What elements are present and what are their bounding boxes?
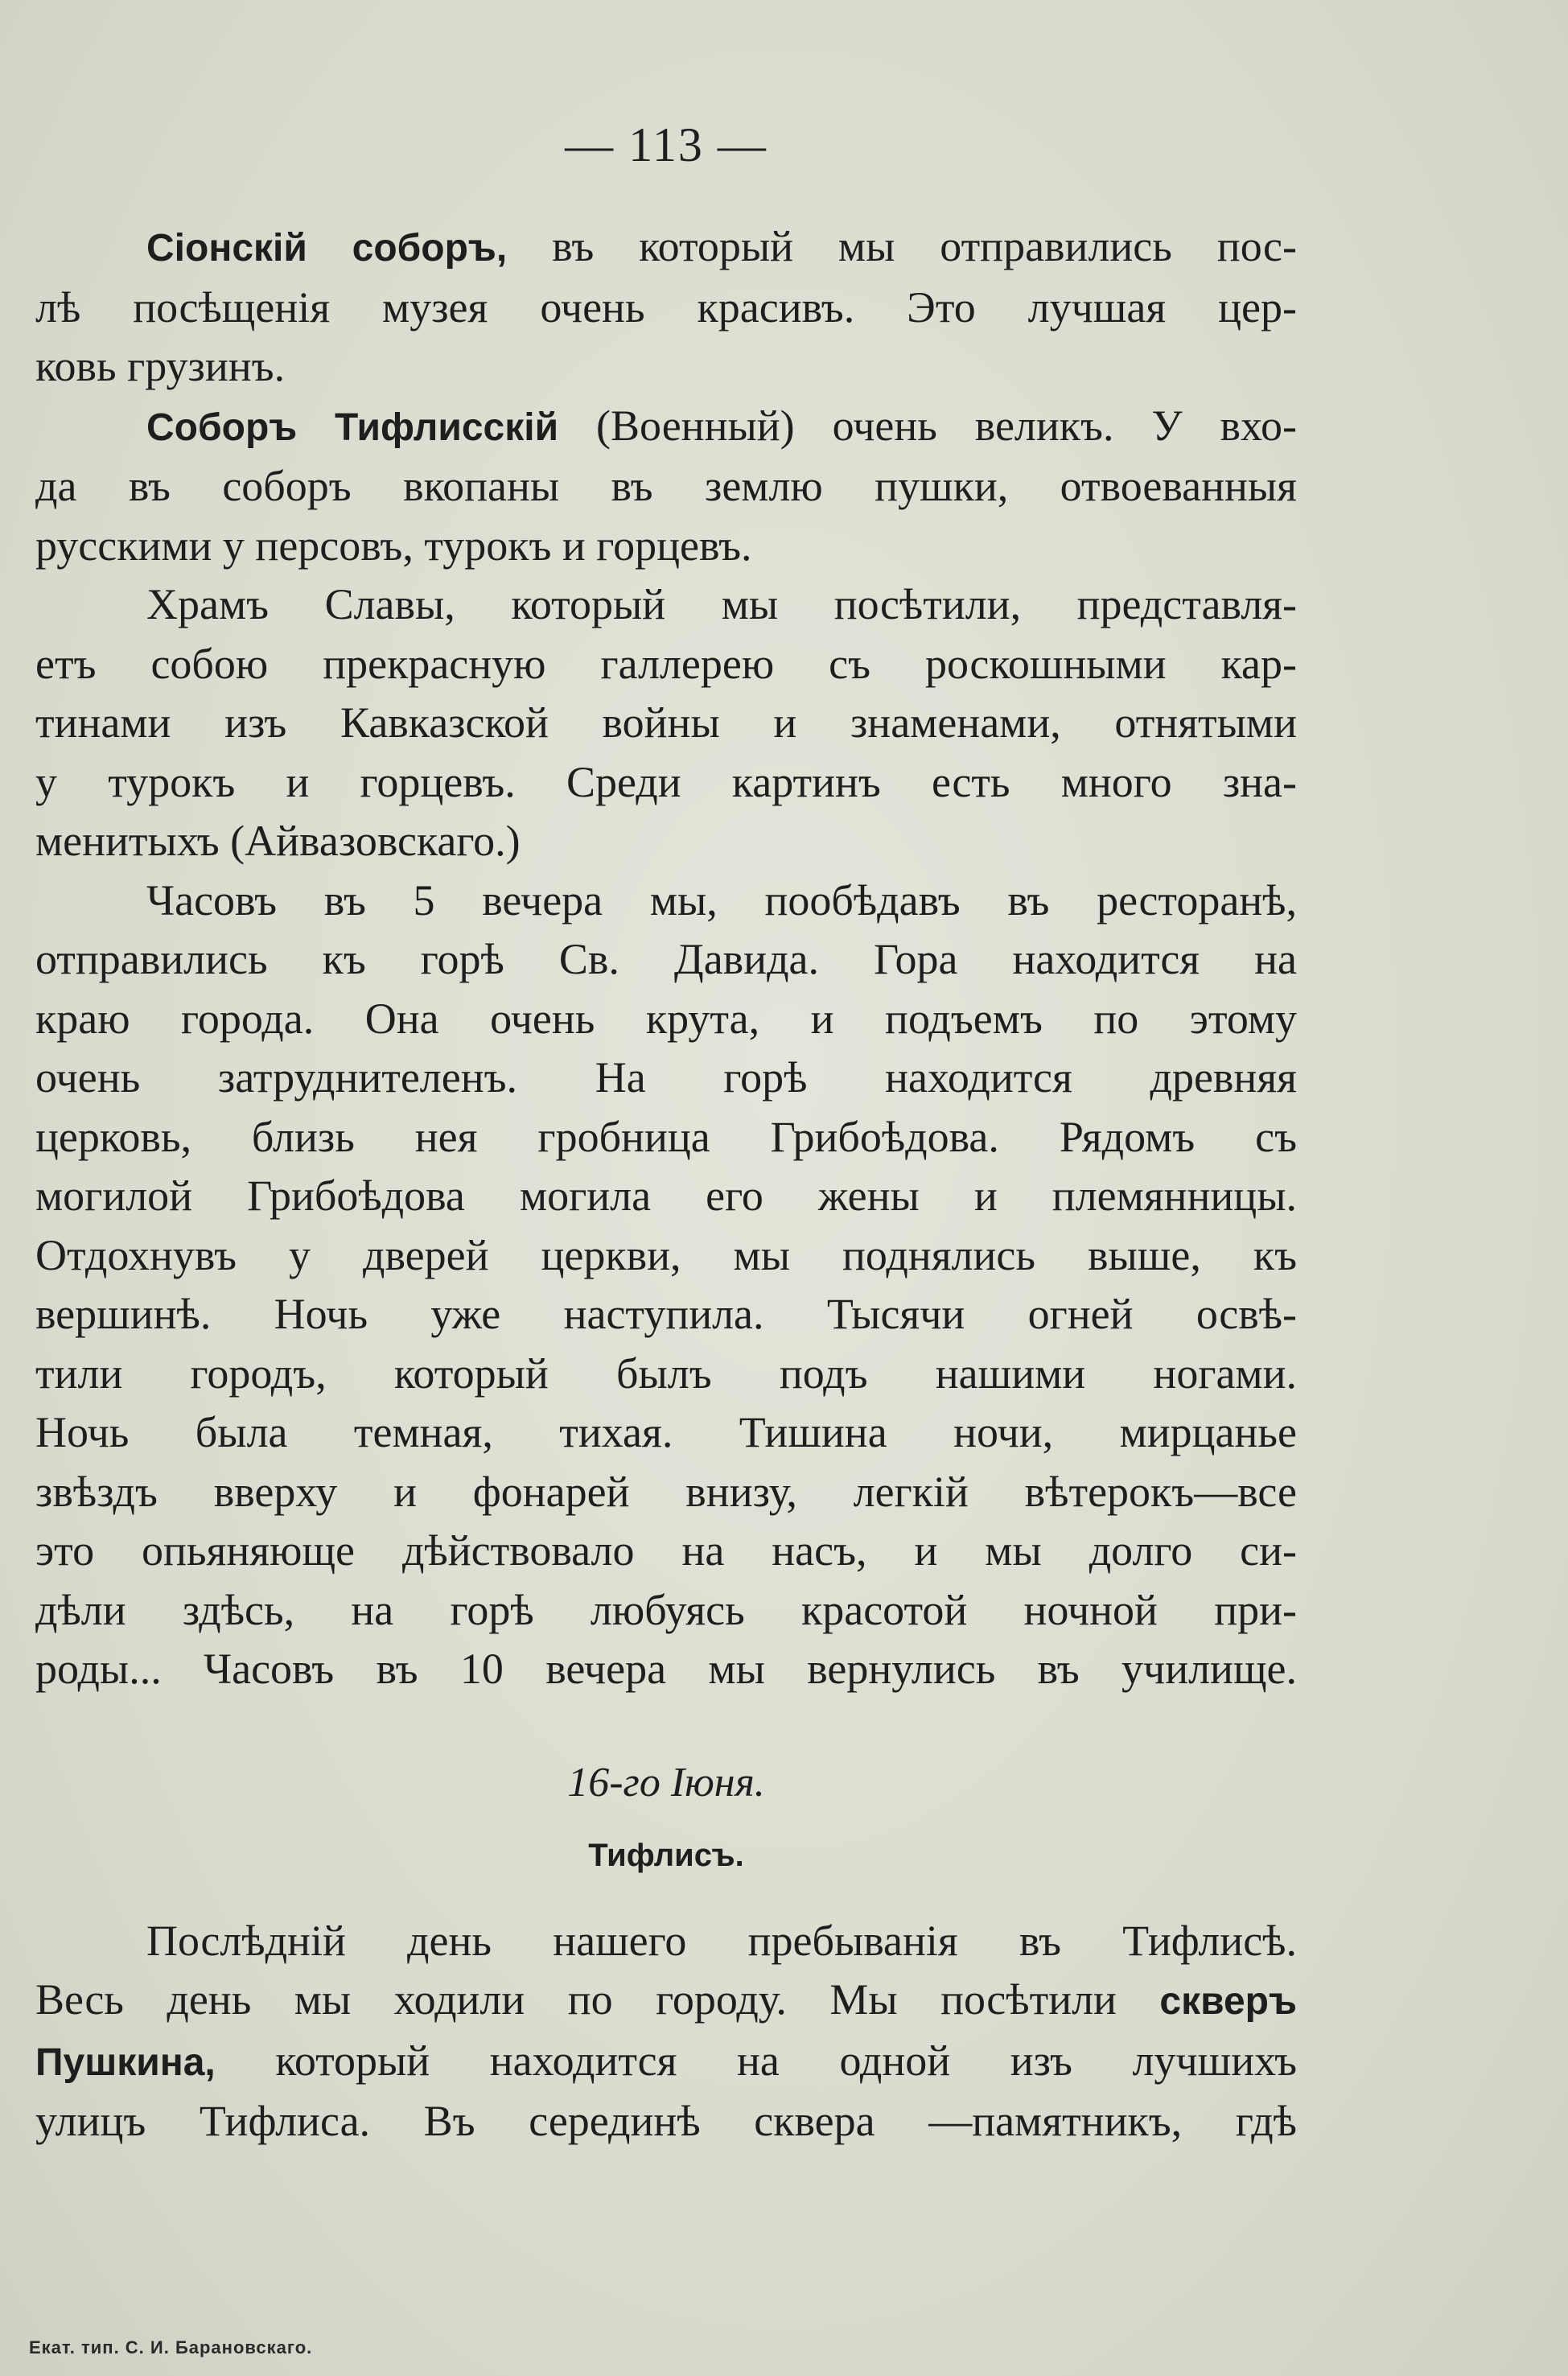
text-line: тинами изъ Кавказской войны и знаменами, отнятыми <box>35 698 1297 747</box>
text-line: тили городъ, который былъ подъ нашими ногами. <box>35 1349 1297 1398</box>
text-line: лѣ посѣщенія музея очень красивъ. Это лучшая цер- <box>35 282 1297 331</box>
page-number: — 113 — <box>565 118 768 171</box>
text-line <box>35 2032 1297 2093</box>
text-line: роды... Часовъ въ 10 вечера мы вернулись въ училище. <box>35 1645 1297 1693</box>
section-date: 16-го Іюня. <box>567 1759 765 1806</box>
text-line: это опьяняюще дѣйствовало на насъ, и мы долго си- <box>35 1526 1297 1575</box>
text-line <box>35 217 1297 278</box>
text-line: да въ соборъ вкопаны въ землю пушки, отвоеванныя <box>35 462 1297 510</box>
text-line: ковь грузинъ. <box>35 342 286 390</box>
text-line <box>35 1970 1297 2032</box>
text-segment: Весь день мы ходили по городу. Мы посѣтили <box>35 1975 1160 2024</box>
text-segment: который находится на одной изъ лучшихъ <box>215 2036 1297 2085</box>
paragraph-tiflis-cathedral <box>35 397 1297 576</box>
text-line: Послѣдній день нашего пребыванія въ Тифлисѣ. <box>146 1916 1297 1965</box>
text-line: очень затруднителенъ. На горѣ находится древняя <box>35 1053 1297 1102</box>
text-line: етъ собою прекрасную галлерею съ роскошными кар- <box>35 639 1297 688</box>
paragraph-temple-of-glory <box>35 575 1297 871</box>
text-line: менитыхъ (Айвазовскаго.) <box>35 817 521 865</box>
text-line: могилой Грибоѣдова могила его жены и племянницы. <box>35 1172 1297 1220</box>
text-segment: (Военный) очень великъ. У вхо- <box>558 401 1297 450</box>
bold-term: Пушкина, <box>35 2040 216 2084</box>
bold-term: Сіонскій соборъ, <box>146 227 508 270</box>
text-line: Ночь была темная, тихая. Тишина ночи, мирцанье <box>35 1408 1297 1456</box>
text-line: краю города. Она очень крута, и подъемъ по этому <box>35 994 1297 1043</box>
text-line: дѣли здѣсь, на горѣ любуясь красотой ночной при- <box>35 1585 1297 1634</box>
page-body <box>35 118 1297 2152</box>
bold-term: Соборъ Тифлисскій <box>146 406 559 449</box>
paragraph-last-day <box>35 1912 1297 2152</box>
section-heading: Тифлисъ. <box>588 1837 744 1873</box>
text-line: вершинѣ. Ночь уже наступила. Тысячи огней освѣ- <box>35 1290 1297 1338</box>
paragraph-sion-cathedral <box>35 217 1297 397</box>
text-line: Храмъ Славы, который мы посѣтили, представля- <box>146 580 1297 628</box>
text-line: у турокъ и горцевъ. Среди картинъ есть много зна- <box>35 757 1297 806</box>
text-line: Часовъ въ 5 вечера мы, пообѣдавъ въ ресторанѣ, <box>146 875 1297 924</box>
printer-imprint: Екат. тип. С. И. Барановскаго. <box>29 2337 313 2357</box>
text-line: звѣздъ вверху и фонарей внизу, легкій вѣтерокъ—все <box>35 1467 1297 1516</box>
text-line: отправились къ горѣ Св. Давида. Гора находится на <box>35 935 1297 983</box>
text-line: Отдохнувъ у дверей церкви, мы поднялись выше, къ <box>35 1230 1297 1279</box>
text-line: улицъ Тифлиса. Въ серединѣ сквера —памятникъ, гдѣ <box>35 2097 1297 2145</box>
bold-term: скверъ <box>1159 1980 1297 2023</box>
text-line <box>35 397 1297 458</box>
paragraph-mount-david <box>35 871 1297 1699</box>
text-line: русскими у персовъ, турокъ и горцевъ. <box>35 521 752 570</box>
text-line: церковь, близь нея гробница Грибоѣдова. Рядомъ съ <box>35 1112 1297 1161</box>
text-segment: въ который мы отправились пос- <box>507 222 1297 270</box>
